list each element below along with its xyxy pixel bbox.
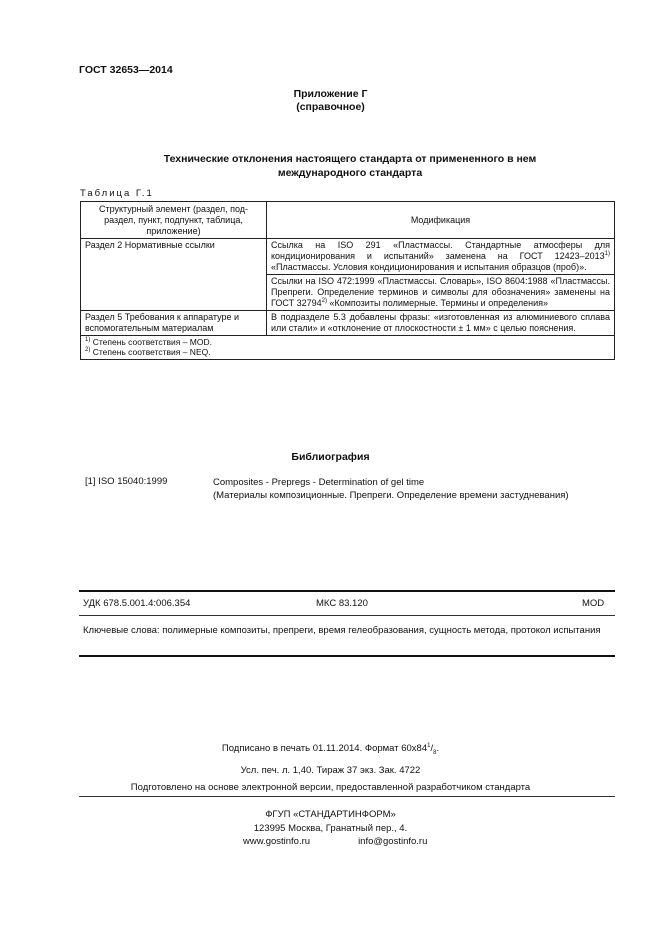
annex-subtitle: (справочное) — [296, 101, 365, 113]
bibliography-entry-text — [213, 476, 607, 502]
table-caption: Таблица Г.1 — [80, 188, 154, 199]
footnote-2-text: Степень соответствия – NEQ. — [90, 347, 211, 357]
col1-header-line2: раздел, пункт, подпункт, таблица, — [104, 214, 243, 225]
table-row — [81, 311, 615, 336]
annex-heading — [0, 88, 661, 114]
bibliography-title: Библиография — [291, 451, 370, 463]
publisher-email-link[interactable]: info@gostinfo.ru — [358, 836, 428, 847]
signed-info — [0, 743, 661, 754]
section-title — [100, 152, 600, 180]
signed-end: . — [436, 743, 440, 754]
bibliography-entry-line1: Composites - Prepregs - Determination of gel time — [213, 477, 425, 488]
publisher-contacts — [243, 836, 427, 847]
row1-element: Раздел 2 Нормативные ссылки — [81, 239, 267, 311]
footer-bottom-rule — [79, 655, 615, 657]
footnote-2 — [85, 347, 610, 357]
udc-code: УДК 678.5.001.4:006.354 — [83, 598, 191, 609]
table-row — [81, 239, 615, 275]
row1-modification-b — [267, 275, 615, 311]
row2-element-line2: вспомогательным материалам — [85, 323, 214, 333]
footnote-2-mark: 2) — [85, 347, 91, 354]
section-title-line1: Технические отклонения настоящего стандарта от примененного в нем — [163, 153, 537, 165]
section-title-line2: международного стандарта — [277, 167, 423, 179]
footer-mid-rule — [79, 615, 615, 616]
signed-text: Подписано в печать 01.11.2014. Формат 60x84 — [221, 743, 428, 754]
format-denominator: 8 — [433, 749, 437, 756]
bibliography-entry-number: [1] ISO 15040:1999 — [85, 476, 168, 487]
row2-element — [81, 311, 267, 336]
row1-modification-a — [267, 239, 615, 275]
footnote-ref: 1) — [604, 251, 610, 257]
footer-top-rule — [79, 590, 615, 592]
table-footnotes-row — [81, 336, 615, 360]
footnote-1-text: Степень соответствия – MOD. — [90, 337, 213, 347]
publisher-address: 123995 Москва, Гранатный пер., 4. — [253, 823, 408, 834]
correspondence-degree: MOD — [582, 598, 605, 609]
col1-header — [81, 202, 267, 239]
row1-mod-a-text-end: «Пластмассы. Условия кондиционирования и испытания образцов (проб)». — [271, 262, 587, 272]
annex-title: Приложение Г — [293, 88, 368, 100]
standard-number: ГОСТ 32653—2014 — [79, 64, 173, 76]
publisher-name: ФГУП «СТАНДАРТИНФОРМ» — [265, 809, 396, 820]
imprint-rule — [79, 796, 615, 797]
footnote-1 — [85, 337, 610, 347]
mks-code: МКС 83.120 — [316, 598, 368, 609]
row1-mod-b-text-end: «Композиты полимерные. Термины и определения» — [326, 298, 548, 308]
col2-header: Модификация — [267, 202, 615, 239]
row1-mod-a-text: Ссылка на ISO 291 «Пластмассы. Стандартные атмосферы для кондиционирования и испытаний» заменена на ГОСТ 12423–2013 — [271, 240, 610, 261]
footnote-1-mark: 1) — [85, 337, 91, 344]
format-slash: / — [430, 743, 434, 754]
deviations-table — [80, 201, 615, 360]
bibliography-entry-line2: (Материалы композиционные. Препреги. Определение времени застудневания) — [213, 490, 569, 501]
keywords: Ключевые слова: полимерные композиты, препреги, время гелеобразования, сущность метода, протокол испытания — [83, 625, 601, 636]
col1-header-line3: приложение) — [146, 225, 201, 236]
print-info: Усл. печ. л. 1,40. Тираж 37 экз. Зак. 4722 — [240, 765, 421, 776]
col1-header-line1: Структурный элемент (раздел, под- — [98, 203, 249, 214]
row2-element-line1: Раздел 5 Требования к аппаратуре и — [85, 312, 240, 322]
publisher-website-link[interactable]: www.gostinfo.ru — [243, 836, 311, 847]
table-footnotes — [81, 336, 615, 360]
footnote-ref: 2) — [321, 298, 327, 304]
prepared-note: Подготовлено на основе электронной версии, предоставленной разработчиком стандарта — [130, 782, 531, 793]
row1-mod-b-text: Ссылки на ISO 472:1999 «Пластмассы. Словарь», ISO 8604:1988 «Пластмассы. Препреги. Определение терминов и символы для обозначения» заменены на ГОСТ 32794 — [271, 276, 610, 308]
row2-modification: В подразделе 5.3 добавлены фразы: «изготовленная из алюминиевого сплава или стали» и «отклонение от плоскостности ± 1 мм» с целью пояснения. — [267, 311, 615, 336]
format-numerator: 1 — [427, 742, 431, 749]
table-header-row — [81, 202, 615, 239]
